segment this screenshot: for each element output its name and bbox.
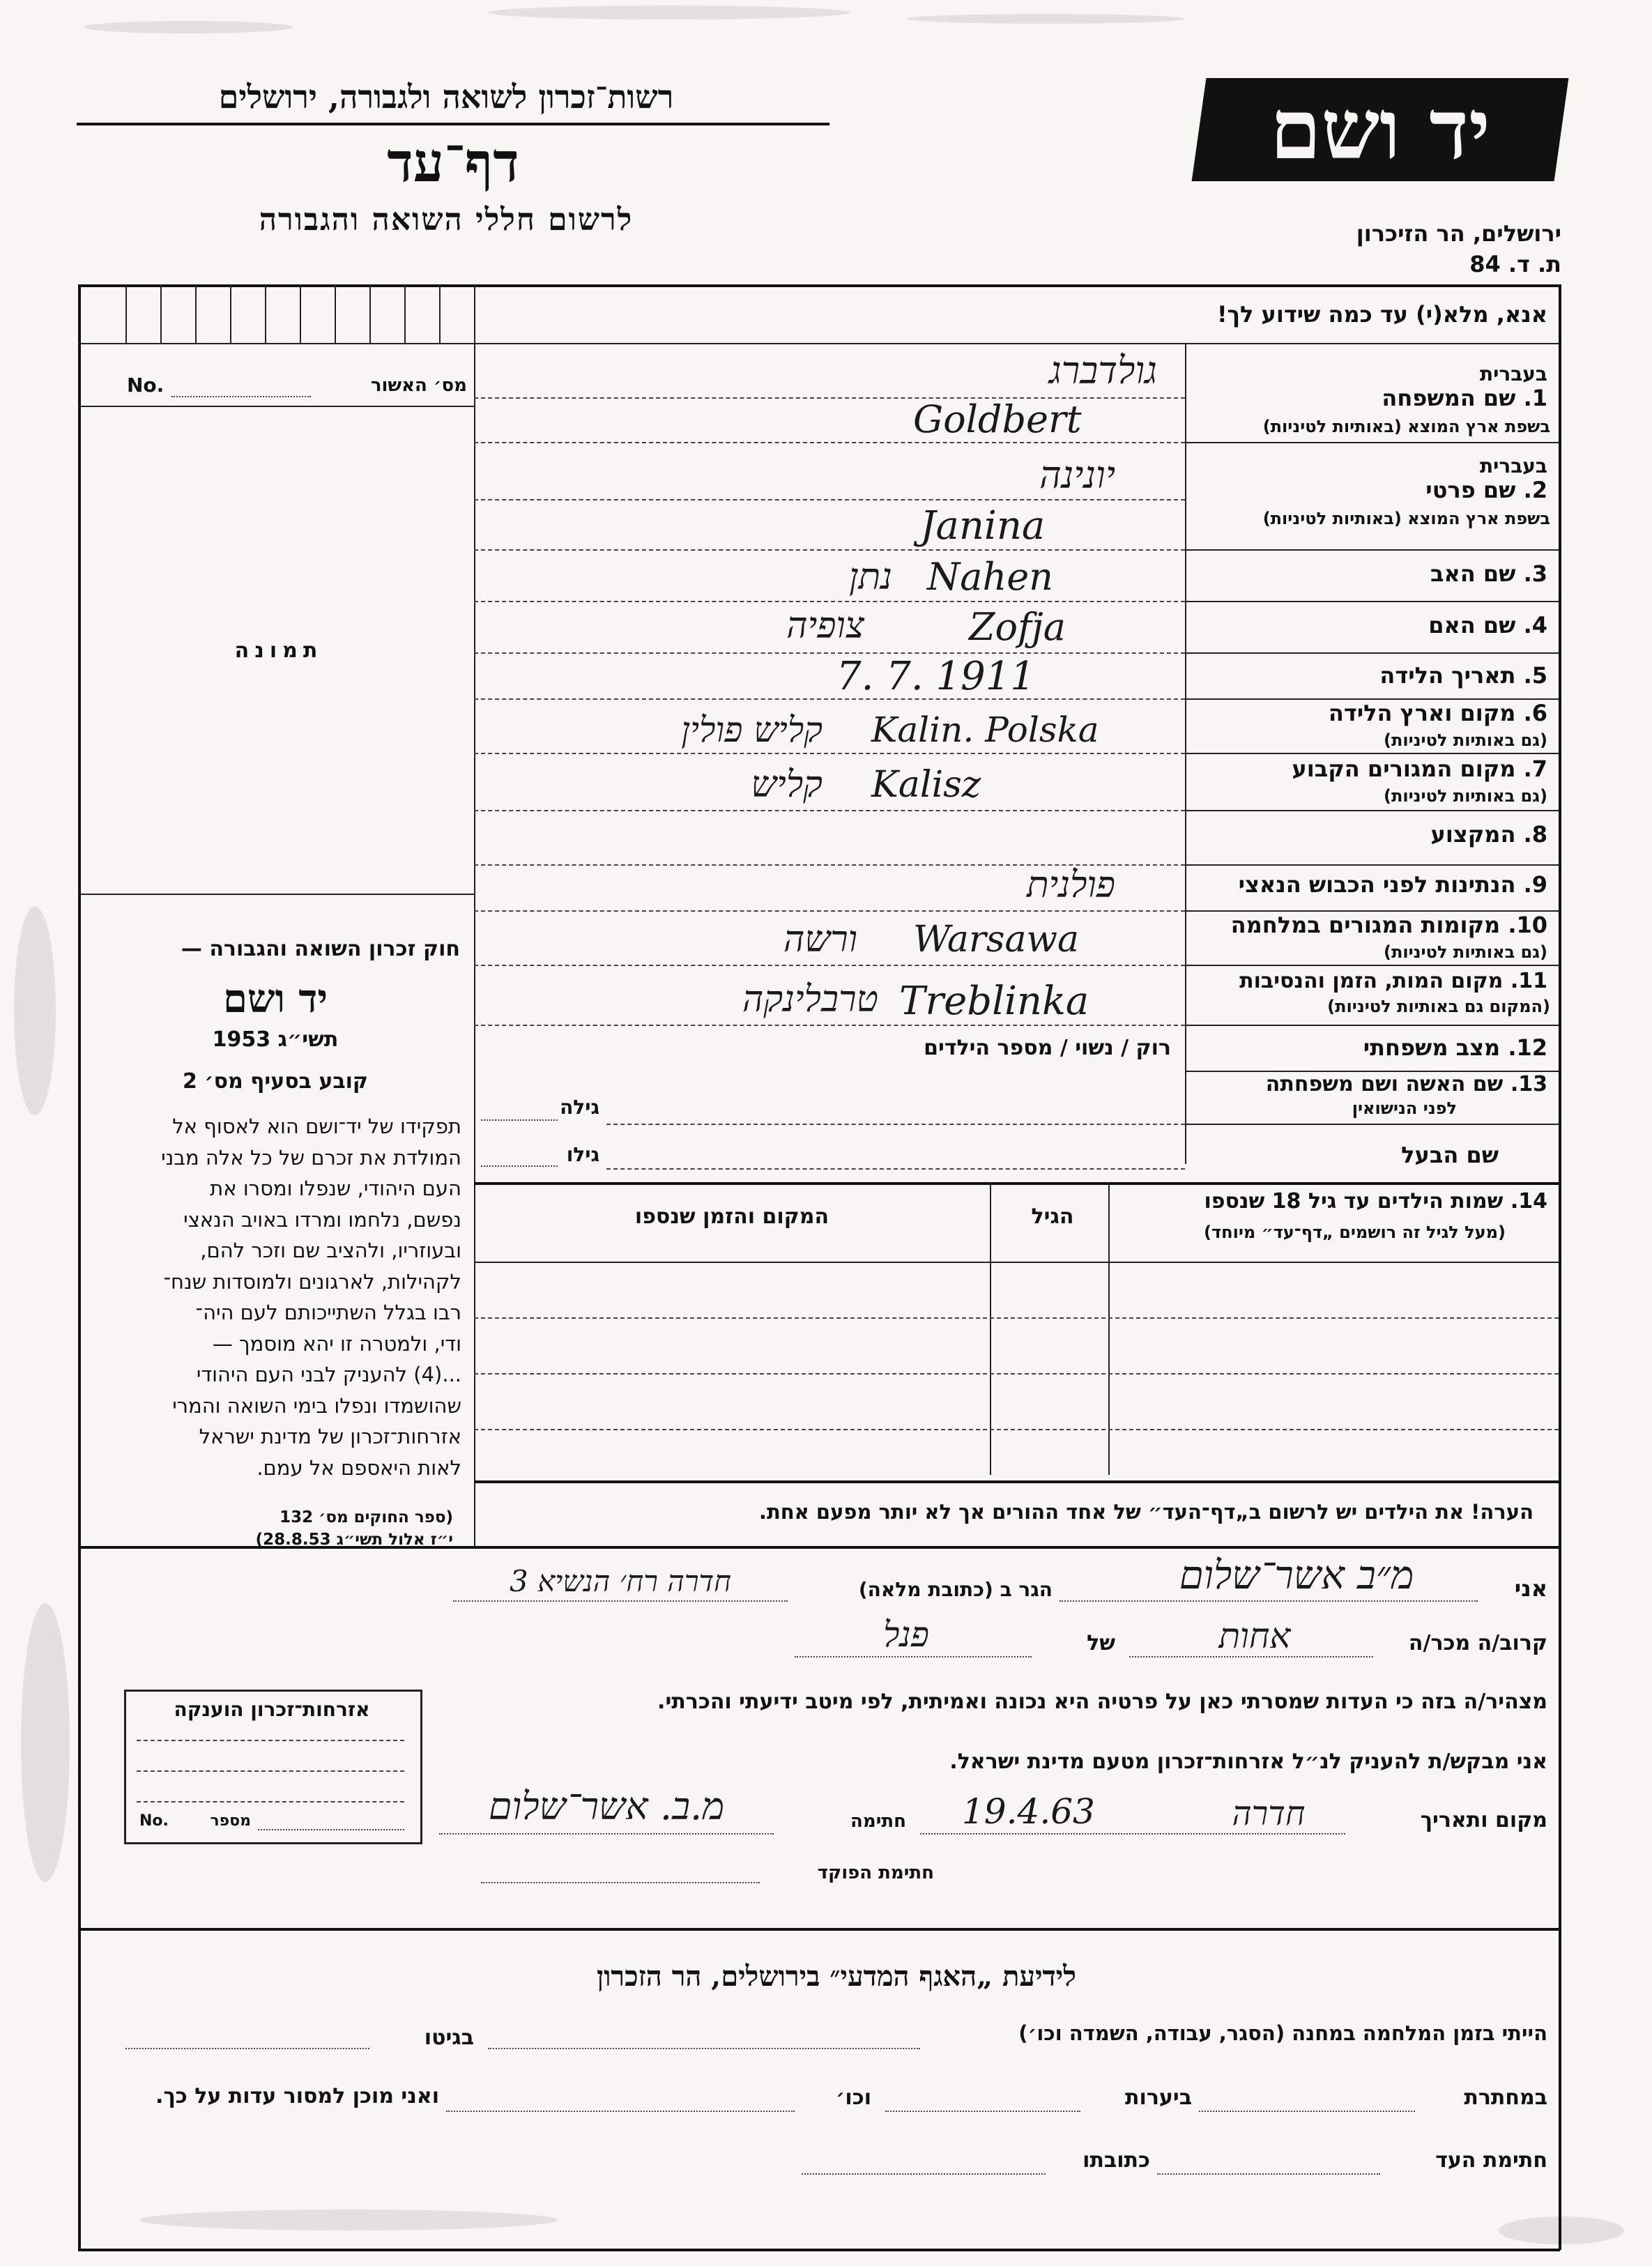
husband-age-field[interactable] (481, 1165, 558, 1167)
field-7-label: 7. מקום המגורים הקבוע (1292, 756, 1547, 782)
footer-line1: הייתי בזמן המלחמה במחנה (הסגר, עבודה, השמדה וכו׳) (1018, 2021, 1547, 2045)
footer-line2-end: ואני מוכן למסור עדות על כך. (155, 2084, 439, 2108)
law-section: קובע בסעיף מס׳ 2 (182, 1069, 369, 1094)
decl-place-date-label: מקום ותאריך (1420, 1808, 1547, 1832)
footer-addr-label: כתובתו (1083, 2148, 1150, 2173)
decl-relative-field[interactable] (1129, 1656, 1373, 1658)
children-row-3[interactable] (474, 1429, 1559, 1430)
husband-name-field[interactable] (606, 1168, 1185, 1170)
approval-no-label: No. (127, 374, 165, 397)
children-row-2[interactable] (474, 1373, 1559, 1375)
field-13-name-field[interactable] (606, 1124, 1185, 1125)
field-1-value-latin[interactable]: Goldbert (913, 397, 1082, 441)
decl-official-label: חתימת הפוקד (817, 1862, 934, 1883)
husband-label: שם הבעל (1401, 1142, 1499, 1168)
form-title: דף־עד (387, 131, 519, 194)
field-10-label: 10. מקומות המגורים במלחמה (1230, 912, 1547, 938)
decl-relative-label: קרוב/ה מכר/ה (1408, 1631, 1547, 1655)
law-year: תשי״ג 1953 (212, 1027, 339, 1052)
field-10-value-he[interactable]: ורשה (783, 919, 857, 960)
children-subtitle: (מעל לגיל זה רושמים „דף־עד״ מיוחד) (1204, 1223, 1506, 1242)
field-4-label: 4. שם האם (1428, 612, 1547, 638)
field-5-label: 5. תאריך הלידה (1379, 662, 1547, 689)
children-col-age: הגיל (1031, 1204, 1074, 1229)
field-6-value-latin[interactable]: Kalin. Polska (871, 710, 1099, 750)
address: ירושלים, הר הזיכרון (1356, 220, 1561, 247)
field-7-value-latin[interactable]: Kalisz (871, 764, 981, 806)
decl-of-label: של (1087, 1631, 1115, 1655)
field-2-sub-he: בעברית (1479, 454, 1547, 477)
law-name: יד ושם (222, 976, 328, 1022)
footer-line2-a: במחתרת (1464, 2085, 1547, 2110)
field-2-value-latin[interactable]: Janina (920, 503, 1046, 549)
decl-resides-label: הגר ב (כתובת מלאה) (858, 1578, 1053, 1601)
decl-signature-field[interactable] (439, 1833, 774, 1835)
field-13-age-label: גילה (560, 1096, 599, 1119)
footer-line2-b: ביערות (1125, 2085, 1192, 2110)
decl-of-value[interactable]: פנל (883, 1614, 929, 1655)
decl-date-value[interactable]: 19.4.63 (962, 1791, 1095, 1832)
decl-relative-value[interactable]: אחות (1218, 1616, 1291, 1656)
field-2-value-he[interactable]: יונינה (1039, 453, 1115, 497)
decl-i-field[interactable] (1060, 1600, 1478, 1602)
approval-no-field[interactable] (171, 396, 311, 397)
field-10-sub: (גם באותיות לטיניות) (1384, 942, 1547, 962)
field-3-label: 3. שם האב (1430, 560, 1547, 587)
logo-text: יד ושם (1269, 81, 1491, 178)
footer-line2-c: וכו׳ (836, 2085, 871, 2110)
field-12-options[interactable]: רוק / נשוי / מספר הילדים (924, 1036, 1171, 1060)
footer-sig-label: חתימת העד (1435, 2148, 1547, 2173)
field-9-value[interactable]: פולנית (1026, 864, 1115, 906)
field-4-value-latin[interactable]: Zofja (969, 605, 1066, 649)
field-5-value[interactable]: 7. 7. 1911 (836, 654, 1035, 699)
field-1-sub-he: בעברית (1479, 362, 1547, 385)
field-3-value-he[interactable]: נתן (849, 556, 892, 598)
field-9-label: 9. הנתינות לפני הכבוש הנאצי (1238, 871, 1547, 898)
field-7-value-he[interactable]: קליש (751, 764, 823, 806)
decl-i-value[interactable]: מ״ב אשר־שלום (1179, 1553, 1414, 1598)
decl-resides-value[interactable]: חדרה רח׳ הנשיא 3 (510, 1564, 731, 1598)
decl-resides-field[interactable] (453, 1600, 788, 1602)
field-8-label: 8. המקצוע (1430, 821, 1547, 848)
law-ref-1: (ספר החוקים מס׳ 132 (280, 1508, 453, 1526)
approval-label: מס׳ האשור (370, 375, 467, 396)
citizenship-box-title: אזרחות־זכרון הוענקה (174, 1698, 370, 1721)
intro-text: אנא, מלא(י) עד כמה שידוע לך! (1216, 301, 1547, 328)
field-1-label: 1. שם המשפחה (1382, 385, 1547, 411)
decl-official-field[interactable] (481, 1882, 760, 1883)
field-2-label: 2. שם פרטי (1425, 477, 1547, 503)
field-6-sub: (גם באותיות לטיניות) (1384, 730, 1547, 750)
field-11-label: 11. מקום המות, הזמן והנסיבות (1239, 969, 1547, 993)
children-row-1[interactable] (474, 1317, 1559, 1319)
citizenship-box-number-label: מספר (210, 1812, 251, 1830)
decl-of-field[interactable] (795, 1656, 1032, 1658)
citizenship-box-number-field[interactable] (258, 1829, 404, 1830)
law-title: חוק זכרון השואה והגבורה — (181, 937, 460, 961)
field-3-value-latin[interactable]: Nahen (927, 555, 1053, 599)
footer-title: לידיעת „האגף המדעי״ בירושלים, הר הזכרון (597, 1960, 1076, 1993)
children-note: הערה! את הילדים יש לרשום ב„דף־העד״ של אחד ההורים אך לא יותר מפעם אחת. (758, 1500, 1534, 1524)
authority-name: רשות־זכרון לשואה ולגבורה, ירושלים (218, 78, 674, 116)
field-13-sub: לפני הנישואין (1352, 1098, 1457, 1118)
footer-ghetto-field[interactable] (125, 2048, 369, 2049)
footer-sig-field[interactable] (1157, 2173, 1380, 2175)
field-13-age-field[interactable] (481, 1119, 558, 1121)
field-6-value-he[interactable]: קליש פולין (681, 710, 823, 750)
footer-addr-field[interactable] (802, 2173, 1046, 2175)
field-11-sub: (המקום גם באותיות לטיניות) (1327, 997, 1550, 1016)
field-11-value-latin[interactable]: Treblinka (899, 979, 1089, 1024)
field-10-value-latin[interactable]: Warsawa (913, 919, 1079, 960)
law-ref-2: י״ז אלול תשי״ג 28.8.53) (255, 1531, 453, 1549)
decl-request: אני מבקש/ת להעניק לנ״ל אזרחות־זכרון מטעם מדינת ישראל. (949, 1750, 1547, 1774)
photo-placeholder[interactable]: תמונה (234, 638, 323, 663)
law-text: תפקידו של יד־ושם הוא לאסוף אל המולדת את זכרם של כל אלה מבני העם היהודי, שנפלו ומסרו את נפשם, נלחמו ומרדו באויב הנאצי ובעוזריו, ולהציב שם וזכר להם, לקהילות, לארגונים ולמוסדות שנח־ רבו בגלל השתייכותם לעם היה־ ודי, ולמטרה זו יהא מוסמך — ...(4) להעניק לבני העם היהודי שהושמדו ונפלו בימי השואה והמרי אזרחות־זכרון של מדינת ישראל לאות היאספם אל עמם. (161, 1115, 461, 1480)
field-13-label: 13. שם האשה ושם משפחתה (1265, 1072, 1547, 1096)
field-6-label: 6. מקום וארץ הלידה (1328, 700, 1547, 726)
form-subtitle: לרשום חללי השואה והגבורה (259, 202, 634, 238)
field-11-value-he[interactable]: טרבלינקה (742, 979, 878, 1020)
header-rule (77, 123, 829, 125)
field-7-sub: (גם באותיות לטיניות) (1384, 786, 1547, 806)
field-12-label: 12. מצב משפחתי (1363, 1034, 1547, 1061)
footer-etc-field[interactable] (446, 2111, 795, 2112)
field-1-value-he[interactable]: גולדברג (1048, 349, 1157, 392)
po-box: ת. ד. 84 (1469, 251, 1561, 277)
citizenship-box-no: No. (139, 1812, 169, 1830)
decl-i-label: אני (1514, 1575, 1547, 1602)
footer-line1-end: בגיטו (424, 2026, 474, 2050)
footer-underground-field[interactable] (1199, 2111, 1415, 2112)
field-4-value-he[interactable]: צופיה (786, 605, 864, 647)
field-2-sub-latin: בשפת ארץ המוצא (באותיות לטיניות) (1262, 509, 1550, 528)
children-title: 14. שמות הילדים עד גיל 18 שנספו (1204, 1189, 1547, 1214)
decl-place-value[interactable]: חדרה (1232, 1794, 1306, 1833)
field-1-sub-latin: בשפת ארץ המוצא (באותיות לטיניות) (1262, 417, 1550, 436)
children-col-place: המקום והזמן שנספו (634, 1204, 829, 1229)
husband-age-label: גילו (566, 1143, 599, 1166)
footer-camp-field[interactable] (488, 2048, 920, 2049)
footer-forests-field[interactable] (885, 2111, 1080, 2112)
decl-signature-value[interactable]: מ.ב. אשר־שלום (488, 1784, 725, 1828)
decl-place-date-field[interactable] (920, 1833, 1345, 1835)
decl-statement: מצהיר/ה בזה כי העדות שמסרתי כאן על פרטיה היא נכונה ואמיתית, לפי מיטב ידיעתי והכרתי. (657, 1690, 1547, 1714)
decl-signature-label: חתימה (850, 1811, 906, 1832)
